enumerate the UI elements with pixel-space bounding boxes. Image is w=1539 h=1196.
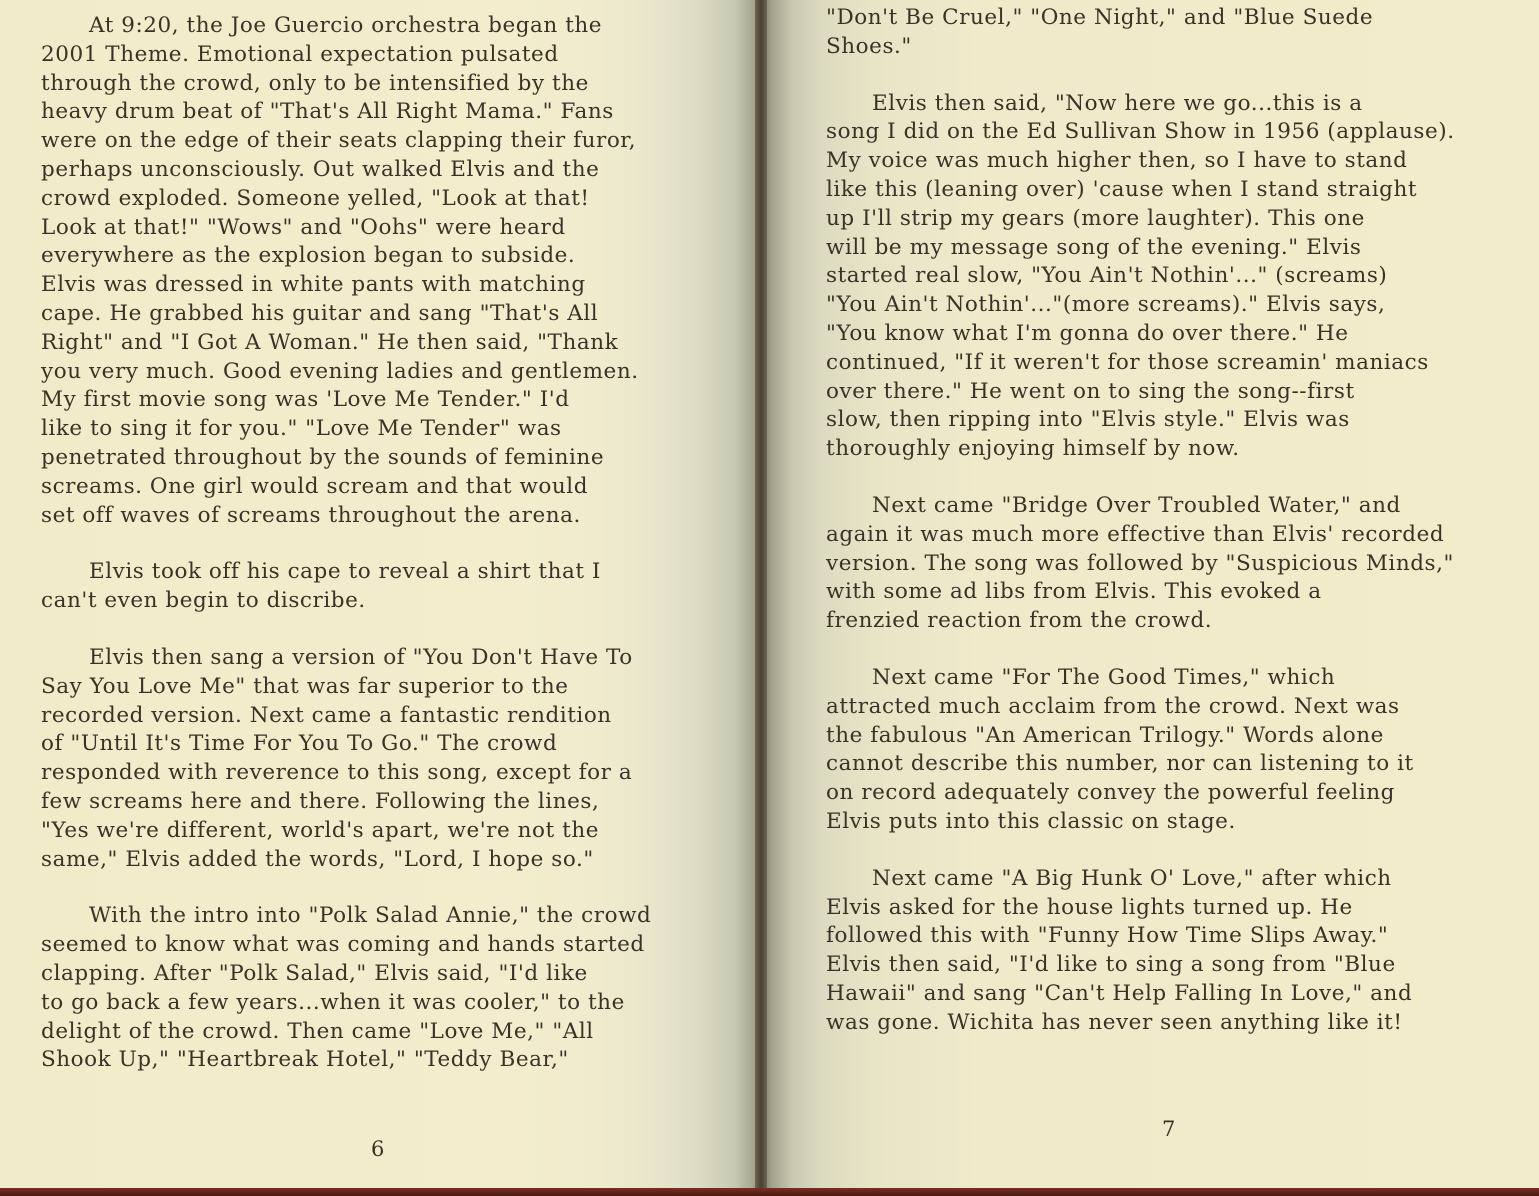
left-paragraph-4: With the intro into "Polk Salad Annie," the crowd seemed to know what was coming and hands started clapping. After "Polk Salad," Elvis said, "I'd like to go back a few years...when it was cooler," to the delight of the crowd. Then came "Love Me," "All Shook Up," "Heartbreak Hotel," "Teddy Bear,"	[41, 903, 652, 1073]
right-paragraph-3: Next came "Bridge Over Troubled Water," and again it was much more effective than Elvis' recorded version. The song was followed by "Suspicious Minds," with some ad libs from Elvis. This evoked a frenzied reaction from the crowd.	[826, 492, 1454, 634]
right-paragraph-1: "Don't Be Cruel," "One Night," and "Blue Suede Shoes."	[826, 5, 1374, 59]
left-page	[0, 0, 760, 1190]
book-gutter	[755, 0, 767, 1196]
left-paragraph-3: Elvis then sang a version of "You Don't Have To Say You Love Me" that was far superior to the recorded version. Next came a fantastic rendition of "Until It's Time For You To Go." The crowd responded with reverence to this song, except for a few screams here and there. Following the lines, "Yes we're different, world's apart, we're not the same," Elvis added the words, "Lord, I hope so."	[41, 644, 633, 872]
book-cover-edge	[0, 1188, 1539, 1196]
right-paragraph-2: Elvis then said, "Now here we go...this is a song I did on the Ed Sullivan Show in 1956 (applause). My voice was much higher then, so I have to stand like this (leaning over) 'cause when I stand straight up I'll strip my gears (more laughter). This one will be my message song of the evening." Elvis started real slow, "You Ain't Nothin'..." (screams) "You Ain't Nothin'..."(more screams)." Elvis says, "You know what I'm gonna do over there." He continued, "If it weren't for those screamin' maniacs over there." He went on to sing the song--first slow, then ripping into "Elvis style." Elvis was thoroughly enjoying himself by now.	[826, 90, 1455, 462]
left-paragraph-2: Elvis took off his cape to reveal a shirt that I can't even begin to discribe.	[41, 559, 601, 614]
right-page	[762, 0, 1539, 1190]
left-page-number: 6	[371, 1137, 385, 1161]
left-paragraph-1: At 9:20, the Joe Guercio orchestra began the 2001 Theme. Emotional expectation pulsated through the crowd, only to be intensified by the heavy drum beat of "That's All Right Mama." Fans were on the edge of their seats clapping their furor, perhaps unconsciously. Out walked Elvis and the crowd exploded. Someone yelled, "Look at that! Look at that!" "Wows" and "Oohs" were heard everywhere as the explosion began to subside. Elvis was dressed in white pants with matching cape. He grabbed his guitar and sang "That's All Right" and "I Got A Woman." He then said, "Thank you very much. Good evening ladies and gentlemen. My first movie song was 'Love Me Tender." I'd like to sing it for you." "Love Me Tender" was penetrated throughout by the sounds of feminine screams. One girl would scream and that would set off waves of screams throughout the arena.	[41, 13, 639, 528]
right-page-number: 7	[1162, 1117, 1176, 1141]
right-paragraph-5: Next came "A Big Hunk O' Love," after which Elvis asked for the house lights turned up. He followed this with "Funny How Time Slips Away." Elvis then said, "I'd like to sing a song from "Blue Hawaii" and sang "Can't Help Falling In Love," and was gone. Wichita has never seen anything like it!	[826, 865, 1413, 1035]
right-paragraph-4: Next came "For The Good Times," which attracted much acclaim from the crowd. Next was the fabulous "An American Trilogy." Words alone cannot describe this number, nor can listening to it on record adequately convey the powerful feeling Elvis puts into this classic on stage.	[826, 664, 1414, 834]
